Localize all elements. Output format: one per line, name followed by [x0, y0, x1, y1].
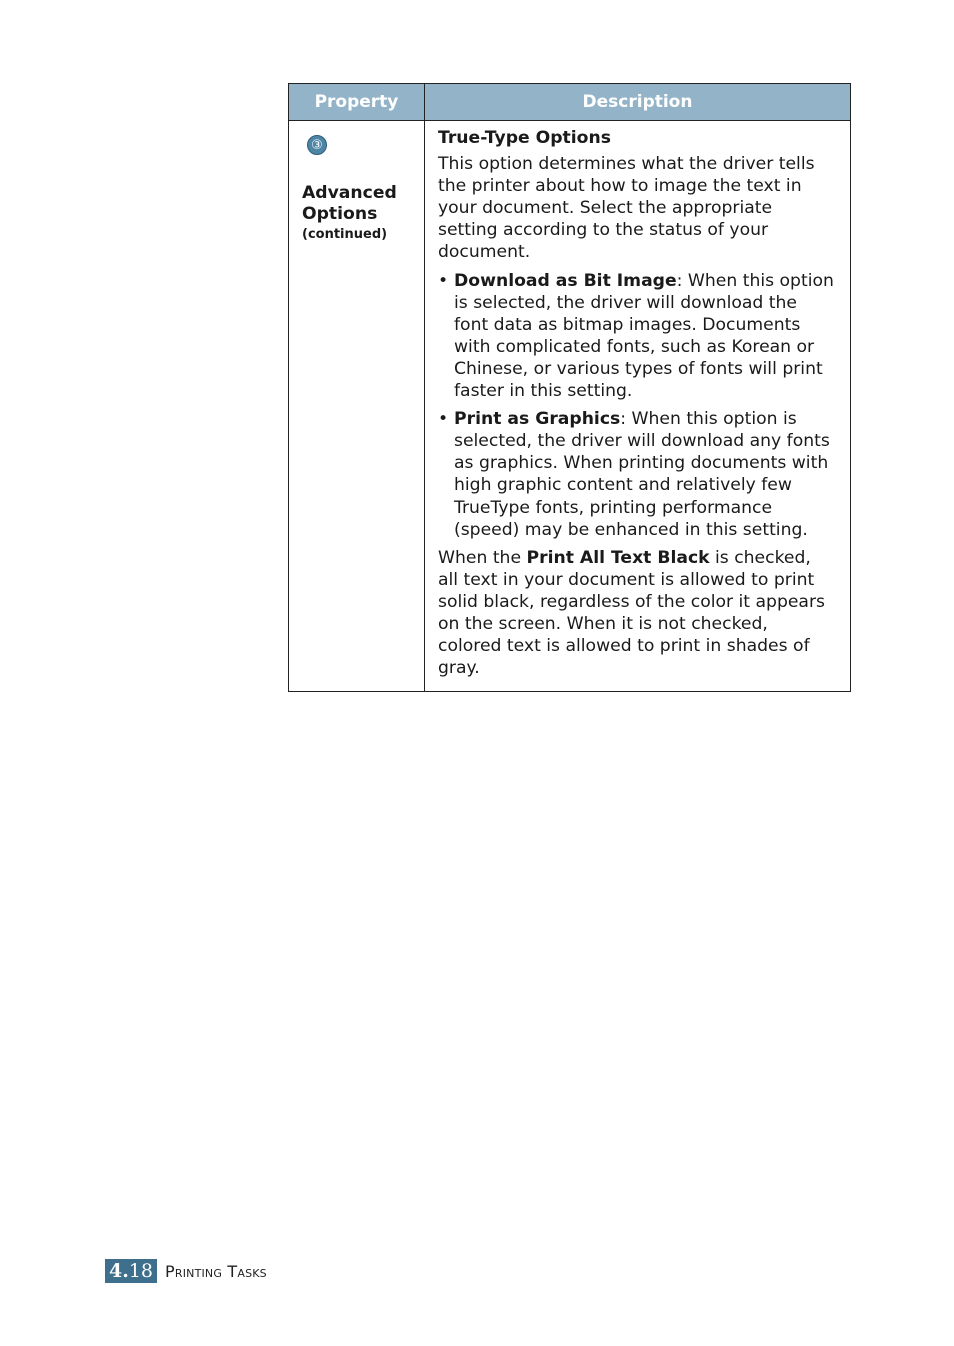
description-cell [425, 121, 851, 692]
section-title: Printing Tasks [165, 1261, 267, 1281]
page-footer [105, 1259, 267, 1283]
property-column-header: Property [289, 84, 425, 121]
page-number-box [105, 1259, 157, 1283]
bullet-dot: • [438, 270, 449, 291]
page-number: 18 [128, 1260, 154, 1282]
property-table [288, 83, 851, 692]
table-header-row [289, 84, 851, 121]
step-number-badge: ③ [307, 135, 327, 155]
closing-suffix: is checked, all text in your document is allowed to print solid black, regardless of the color it appears on the screen. When it is not checked, colored text is allowed to print in shades of gray. [438, 547, 825, 679]
chapter-number: 4. [108, 1260, 129, 1282]
closing-term: Print All Text Black [526, 547, 710, 568]
description-closing [438, 547, 836, 680]
bullet-text: : When this option is selected, the driver will download the font data as bitmap images. Documents with complicated fonts, such as Korean or Chinese, or various types of fonts will print faster in this setting. [454, 270, 834, 402]
bullet-term: Print as Graphics [454, 409, 621, 430]
bullet-item [438, 270, 836, 403]
bullet-item [438, 408, 836, 541]
closing-prefix: When the [438, 547, 527, 568]
property-continued-note: (continued) [302, 227, 388, 243]
description-heading: True-Type Options [438, 128, 611, 148]
description-column-header: Description [425, 84, 851, 121]
property-name-line2: Options [302, 204, 378, 225]
property-name-line1: Advanced [302, 183, 397, 204]
description-intro: This option determines what the driver tells the printer about how to image the text in your document. Select the appropriate setting according to the status of your document. [438, 154, 815, 263]
bullet-text: : When this option is selected, the driver will download any fonts as graphics. When printing documents with high graphic content and relatively few TrueType fonts, printing performance (speed) may be enhanced in this setting. [454, 409, 830, 540]
table-row [289, 121, 851, 692]
property-cell [289, 121, 425, 692]
bullet-dot: • [438, 409, 449, 430]
bullet-term: Download as Bit Image [454, 270, 677, 291]
property-name [302, 183, 424, 225]
